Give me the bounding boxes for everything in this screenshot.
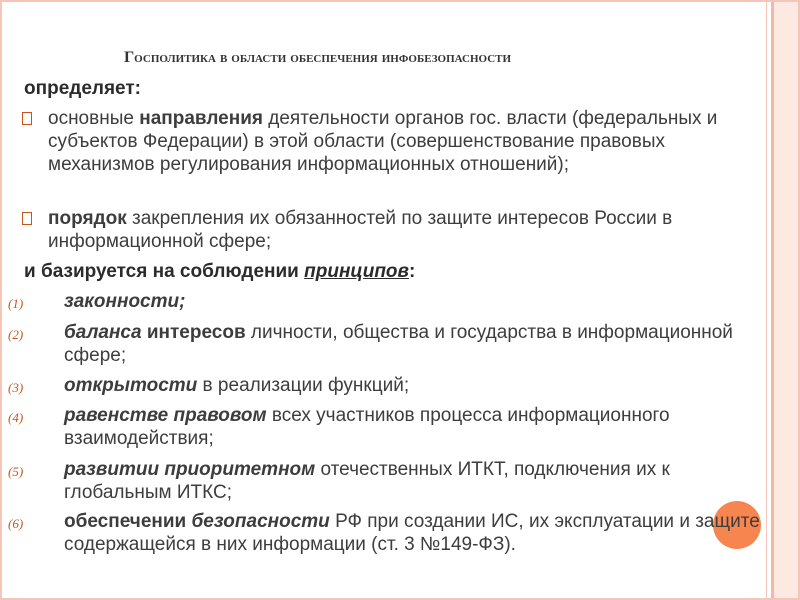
bullet-text: порядок закрепления их обязанностей по защите интересов России в информационной сфере; (48, 208, 673, 252)
principle-item (8, 404, 768, 452)
principle-number: (3) (8, 380, 24, 395)
bullet-text: основные направления деятельности органов гос. власти (федеральных и субъектов Федерации) в этой области (совершенствование правовых механизмов регулирования информационных отношений); (48, 108, 718, 175)
bullet-square-icon (22, 112, 32, 125)
principle-item (8, 458, 768, 506)
bullet-square-icon (22, 212, 32, 225)
principle-number: (6) (8, 516, 24, 531)
principle-item (8, 510, 768, 582)
principle-text: законности; (64, 291, 186, 312)
principle-number: (1) (8, 296, 24, 311)
principle-text: обеспечении безопасности РФ при создании ИС, их эксплуатации и защите содержащейся в них информации (ст. 3 №149-ФЗ). (64, 511, 760, 555)
decorative-band (774, 2, 798, 598)
slide-title: Госполитика в области обеспечения инфобезопасности (124, 49, 512, 66)
bullet-order (22, 207, 762, 257)
principle-text: развитии приоритетном отечественных ИТКТ, подключения их к глобальным ИТКС; (64, 459, 670, 503)
principle-item (8, 290, 768, 315)
defines-heading: определяет: (24, 78, 141, 99)
principle-text: баланса интересов личности, общества и государства в информационной сфере; (64, 322, 733, 366)
principles-heading: и базируется на соблюдении принципов: (24, 261, 416, 282)
principle-item (8, 321, 768, 369)
principle-number: (5) (8, 464, 24, 479)
principle-text: равенстве правовом всех участников процесса информационного взаимодействия; (64, 405, 670, 449)
bullet-directions (22, 107, 762, 202)
principle-number: (4) (8, 410, 24, 425)
principle-number: (2) (8, 327, 24, 342)
principle-item (8, 374, 768, 399)
principle-text: открытости в реализации функций; (64, 375, 410, 396)
